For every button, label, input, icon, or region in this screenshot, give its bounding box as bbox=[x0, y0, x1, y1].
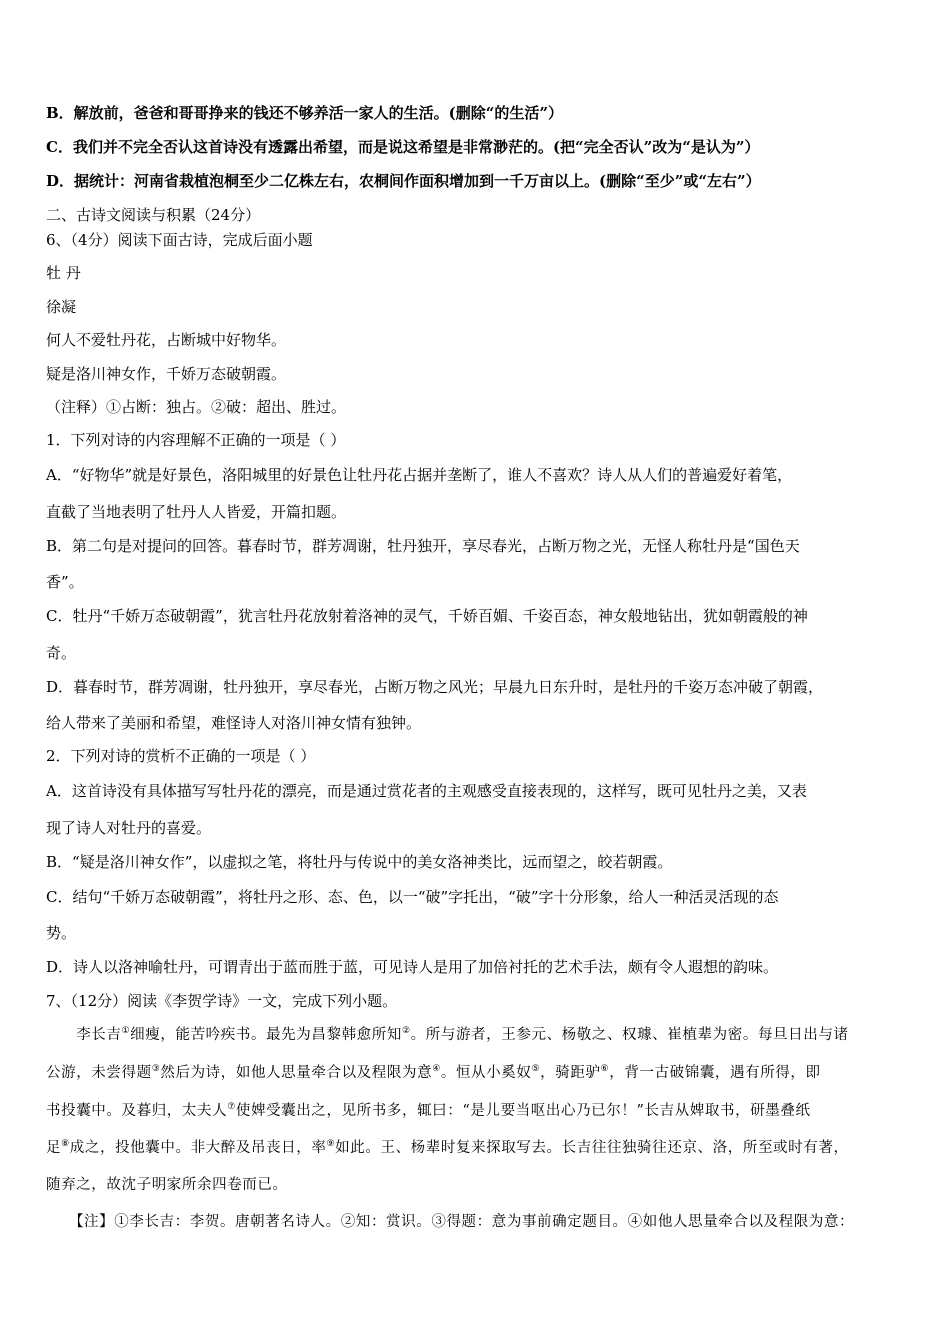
section-heading: 二、古诗文阅读与积累（24分） bbox=[46, 206, 261, 224]
footnote-ref-8: ⑧ bbox=[61, 1139, 70, 1150]
footnote-ref-5: ⑤ bbox=[531, 1064, 541, 1075]
q1-option-c-line-1: C．牡丹“千娇万态破朝霞”，犹言牡丹花放射着洛神的灵气，千娇百媚、千姿百态，神女般地钻出，犹如朝霞般的神 bbox=[46, 607, 808, 625]
option-c-text: C．我们并不完全否认这首诗没有透露出希望，而是说这希望是非常渺茫的。(把“完全否认”改为“是认为”） bbox=[46, 138, 760, 156]
q2-option-c-line-2: 势。 bbox=[46, 924, 77, 942]
poem-line-2: 疑是洛川神女作，千娇万态破朝霞。 bbox=[46, 365, 287, 383]
q1-option-b-line-1: B．第二句是对提问的回答。暮春时节，群芳凋谢，牡丹独开，享尽春光，占断万物之光，无怪人称牡丹是“国色天 bbox=[46, 537, 800, 555]
poem-line-1: 何人不爱牡丹花，占断城中好物华。 bbox=[46, 331, 287, 349]
passage-notes: 【注】①李长吉：李贺。唐朝著名诗人。②知：赏识。③得题：意为事前确定题目。④如他人思量牵合以及程限为意： bbox=[46, 1214, 855, 1230]
passage-line-3: 书投囊中。及暮归，太夫人⑦使婢受囊出之，见所书多，辄曰：“是儿要当呕出心乃已尔！”长吉从婢取书，研墨叠纸 bbox=[46, 1102, 811, 1119]
passage-line-2: 公游，未尝得题③然后为诗，如他人思量牵合以及程限为意④。恒从小奚奴⑤，骑距驴⑥，背一古破锦囊，遇有所得，即 bbox=[46, 1064, 821, 1081]
poem-notes: （注释）①占断：独占。②破：超出、胜过。 bbox=[46, 398, 347, 416]
question-6-heading: 6、（4分）阅读下面古诗，完成后面小题 bbox=[46, 231, 313, 249]
footnote-ref-9: ⑨ bbox=[326, 1139, 336, 1150]
passage-line-5: 随弃之，故沈子明家所余四卷而已。 bbox=[46, 1177, 288, 1193]
footnote-ref-3: ③ bbox=[151, 1064, 161, 1075]
q2-option-d: D．诗人以洛神喻牡丹，可谓青出于蓝而胜于蓝，可见诗人是用了加倍衬托的艺术手法，颇有令人遐想的韵味。 bbox=[46, 958, 779, 976]
q2-option-c-line-1: C．结句“千娇万态破朝霞”，将牡丹之形、态、色，以一“破”字托出，“破”字十分形象，给人一种活灵活现的态 bbox=[46, 888, 779, 906]
option-b-text: B．解放前，爸爸和哥哥挣来的钱还不够养活一家人的生活。(删除“的生活”） bbox=[46, 104, 564, 122]
passage-line-4: 足⑧成之，投他囊中。非大醉及吊丧日，率⑨如此。王、杨辈时复来探取写去。长吉往往独骑往还京、洛，所至或时有著， bbox=[46, 1139, 849, 1156]
q1-option-a-line-2: 直截了当地表明了牡丹人人皆爱，开篇扣题。 bbox=[46, 503, 347, 521]
question-1-stem: 1．下列对诗的内容理解不正确的一项是（ ） bbox=[46, 431, 346, 449]
footnote-ref-2: ② bbox=[401, 1026, 411, 1037]
question-7-heading: 7、（12分）阅读《李贺学诗》一文，完成下列小题。 bbox=[46, 992, 398, 1010]
q1-option-c-line-2: 奇。 bbox=[46, 644, 77, 662]
q2-option-b: B．“疑是洛川神女作”，以虚拟之笔，将牡丹与传说中的美女洛神类比，远而望之，皎若朝霞。 bbox=[46, 853, 673, 871]
footnote-ref-1: ① bbox=[121, 1026, 131, 1037]
q2-option-a-line-2: 现了诗人对牡丹的喜爱。 bbox=[46, 819, 212, 837]
q1-option-b-line-2: 香”。 bbox=[46, 573, 84, 591]
question-2-stem: 2．下列对诗的赏析不正确的一项是（ ） bbox=[46, 747, 316, 765]
poem-title: 牡 丹 bbox=[46, 264, 81, 282]
poem-author: 徐凝 bbox=[46, 298, 77, 316]
option-d-text: D．据统计：河南省栽植泡桐至少二亿株左右，农桐间作面积增加到一千万亩以上。(删除“至少”或“左右”） bbox=[46, 172, 761, 190]
footnote-ref-4: ④ bbox=[432, 1064, 441, 1075]
q1-option-d-line-2: 给人带来了美丽和希望，难怪诗人对洛川神女情有独钟。 bbox=[46, 714, 422, 732]
q2-option-a-line-1: A．这首诗没有具体描写写牡丹花的漂亮，而是通过赏花者的主观感受直接表现的，这样写，既可见牡丹之美，又表 bbox=[46, 782, 807, 800]
passage-line-1: 李长吉①细瘦，能苦吟疾书。最先为昌黎韩愈所知②。所与游者，王参元、杨敬之、权璩、崔植辈为密。每旦日出与诸 bbox=[46, 1026, 849, 1043]
footnote-ref-7: ⑦ bbox=[227, 1102, 236, 1113]
footnote-ref-6: ⑥ bbox=[600, 1064, 610, 1075]
q1-option-a-line-1: A．“好物华”就是好景色，洛阳城里的好景色让牡丹花占据并垄断了，谁人不喜欢？诗人从人们的普遍爱好着笔， bbox=[46, 466, 793, 484]
q1-option-d-line-1: D．暮春时节，群芳凋谢，牡丹独开，享尽春光，占断万物之风光；早晨九日东升时，是牡丹的千姿万态冲破了朝霞， bbox=[46, 678, 824, 696]
